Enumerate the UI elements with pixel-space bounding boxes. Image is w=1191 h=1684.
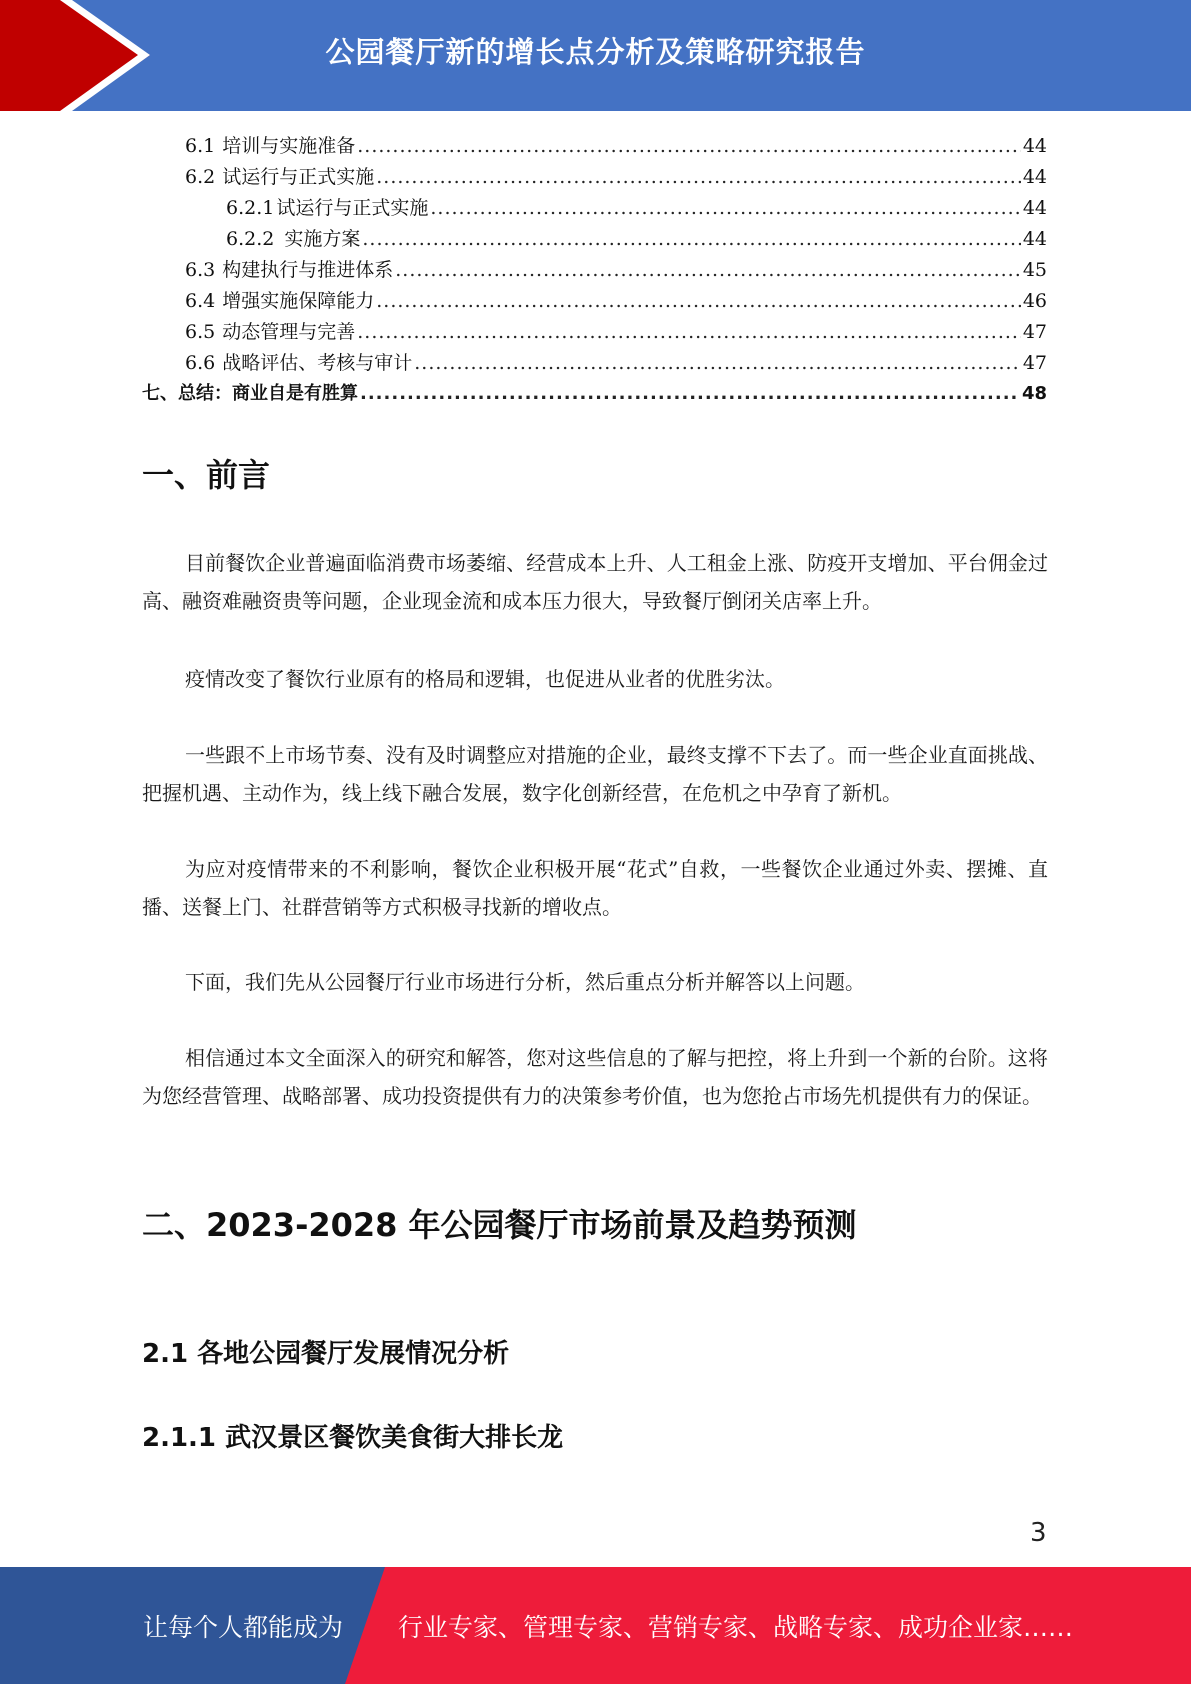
toc-entry-label: 增强实施保障能力: [222, 290, 375, 312]
toc-leader-dots: [360, 381, 1020, 407]
body-paragraph: 相信通过本文全面深入的研究和解答，您对这些信息的了解与把控，将上升到一个新的台阶。这将为您经营管理、战略部署、成功投资提供有力的决策参考价值，也为您抢占市场先机提供有力的保证。: [142, 1046, 1048, 1108]
toc-entry-page: 44: [1022, 166, 1047, 188]
toc-entry[interactable]: [185, 345, 1047, 376]
toc-entry-page: 44: [1022, 228, 1047, 250]
report-title: 公园餐厅新的增长点分析及策略研究报告: [325, 34, 866, 69]
section-heading-forecast: 二、2023-2028 年公园餐厅市场前景及趋势预测: [142, 1206, 857, 1244]
toc-leader-dots: [414, 350, 1021, 376]
footer-slogan-right: 行业专家、管理专家、营销专家、战略专家、成功企业家……: [398, 1612, 1074, 1642]
toc-entry-page: 46: [1022, 290, 1047, 312]
body-paragraph: 目前餐饮企业普遍面临消费市场萎缩、经营成本上升、人工租金上涨、防疫开支增加、平台佣金过高、融资难融资贵等问题，企业现金流和成本压力很大，导致餐厅倒闭关店率上升。: [142, 551, 1048, 613]
page-number: 3: [1030, 1518, 1047, 1548]
toc-entry-label: 动态管理与完善: [222, 321, 356, 343]
toc-entry-page: 44: [1022, 135, 1047, 157]
body-paragraph: 下面，我们先从公园餐厅行业市场进行分析，然后重点分析并解答以上问题。: [185, 970, 865, 994]
footer-slogan-left: 让每个人都能成为: [143, 1612, 344, 1642]
toc-entry-page: 47: [1022, 352, 1047, 374]
toc-entry[interactable]: [185, 159, 1047, 190]
toc-entry-number: 6.4: [185, 290, 216, 312]
toc-leader-dots: [376, 164, 1021, 190]
toc-entry-number: 6.5: [185, 321, 216, 343]
toc-entry-label: 试运行与正式实施: [276, 197, 429, 219]
toc-entry-label: 战略评估、考核与审计: [222, 352, 413, 374]
toc-entry-page: 45: [1022, 259, 1047, 281]
toc-leader-dots: [357, 133, 1021, 159]
toc-entry-label: 培训与实施准备: [222, 135, 356, 157]
toc-leader-dots: [395, 257, 1021, 283]
toc-entry-number: 6.2.1: [226, 197, 275, 219]
toc-entry-page: 47: [1022, 321, 1047, 343]
toc-entry-label: 构建执行与推进体系: [222, 259, 394, 281]
body-paragraph: 一些跟不上市场节奏、没有及时调整应对措施的企业，最终支撑不下去了。而一些企业直面挑战、把握机遇、主动作为，线上线下融合发展，数字化创新经营，在危机之中孕育了新机。: [142, 743, 1048, 805]
toc-entry[interactable]: [185, 128, 1047, 159]
toc-entry-label: 试运行与正式实施: [222, 166, 375, 188]
section-heading-preface: 一、前言: [142, 456, 271, 494]
toc-entry-label: 实施方案: [284, 228, 361, 250]
page-footer-bar: [0, 1567, 1191, 1684]
toc-entry-page: 48: [1021, 383, 1047, 404]
page-header-bar: [0, 0, 1191, 111]
toc-entry-number: 6.2: [185, 166, 216, 188]
body-paragraph: 为应对疫情带来的不利影响，餐饮企业积极开展“花式”自救，一些餐饮企业通过外卖、摆摊、直播、送餐上门、社群营销等方式积极寻找新的增收点。: [142, 857, 1048, 919]
toc-entry[interactable]: [226, 221, 1047, 252]
toc-leader-dots: [430, 195, 1020, 221]
body-paragraph: 疫情改变了餐饮行业原有的格局和逻辑，也促进从业者的优胜劣汰。: [185, 667, 785, 691]
toc-leader-dots: [376, 288, 1021, 314]
toc-entry-number: 6.6: [185, 352, 216, 374]
toc-entry[interactable]: [185, 314, 1047, 345]
toc-entry-page: 44: [1022, 197, 1047, 219]
red-arrow-flag-icon: [0, 0, 160, 111]
toc-leader-dots: [362, 226, 1020, 252]
toc-entry-number: 6.1: [185, 135, 216, 157]
toc-entry-label: 七、总结：商业自是有胜算: [142, 383, 358, 404]
toc-entry[interactable]: [185, 283, 1047, 314]
toc-leader-dots: [357, 319, 1021, 345]
toc-entry[interactable]: [185, 252, 1047, 283]
toc-entry-number: 6.2.2: [226, 228, 275, 250]
subsection-heading: 2.1 各地公园餐厅发展情况分析: [142, 1339, 510, 1369]
toc-entry-number: 6.3: [185, 259, 216, 281]
subsection-heading: 2.1.1 武汉景区餐饮美食街大排长龙: [142, 1423, 564, 1453]
toc-entry[interactable]: [226, 190, 1047, 221]
toc-entry-chapter[interactable]: [142, 376, 1047, 407]
